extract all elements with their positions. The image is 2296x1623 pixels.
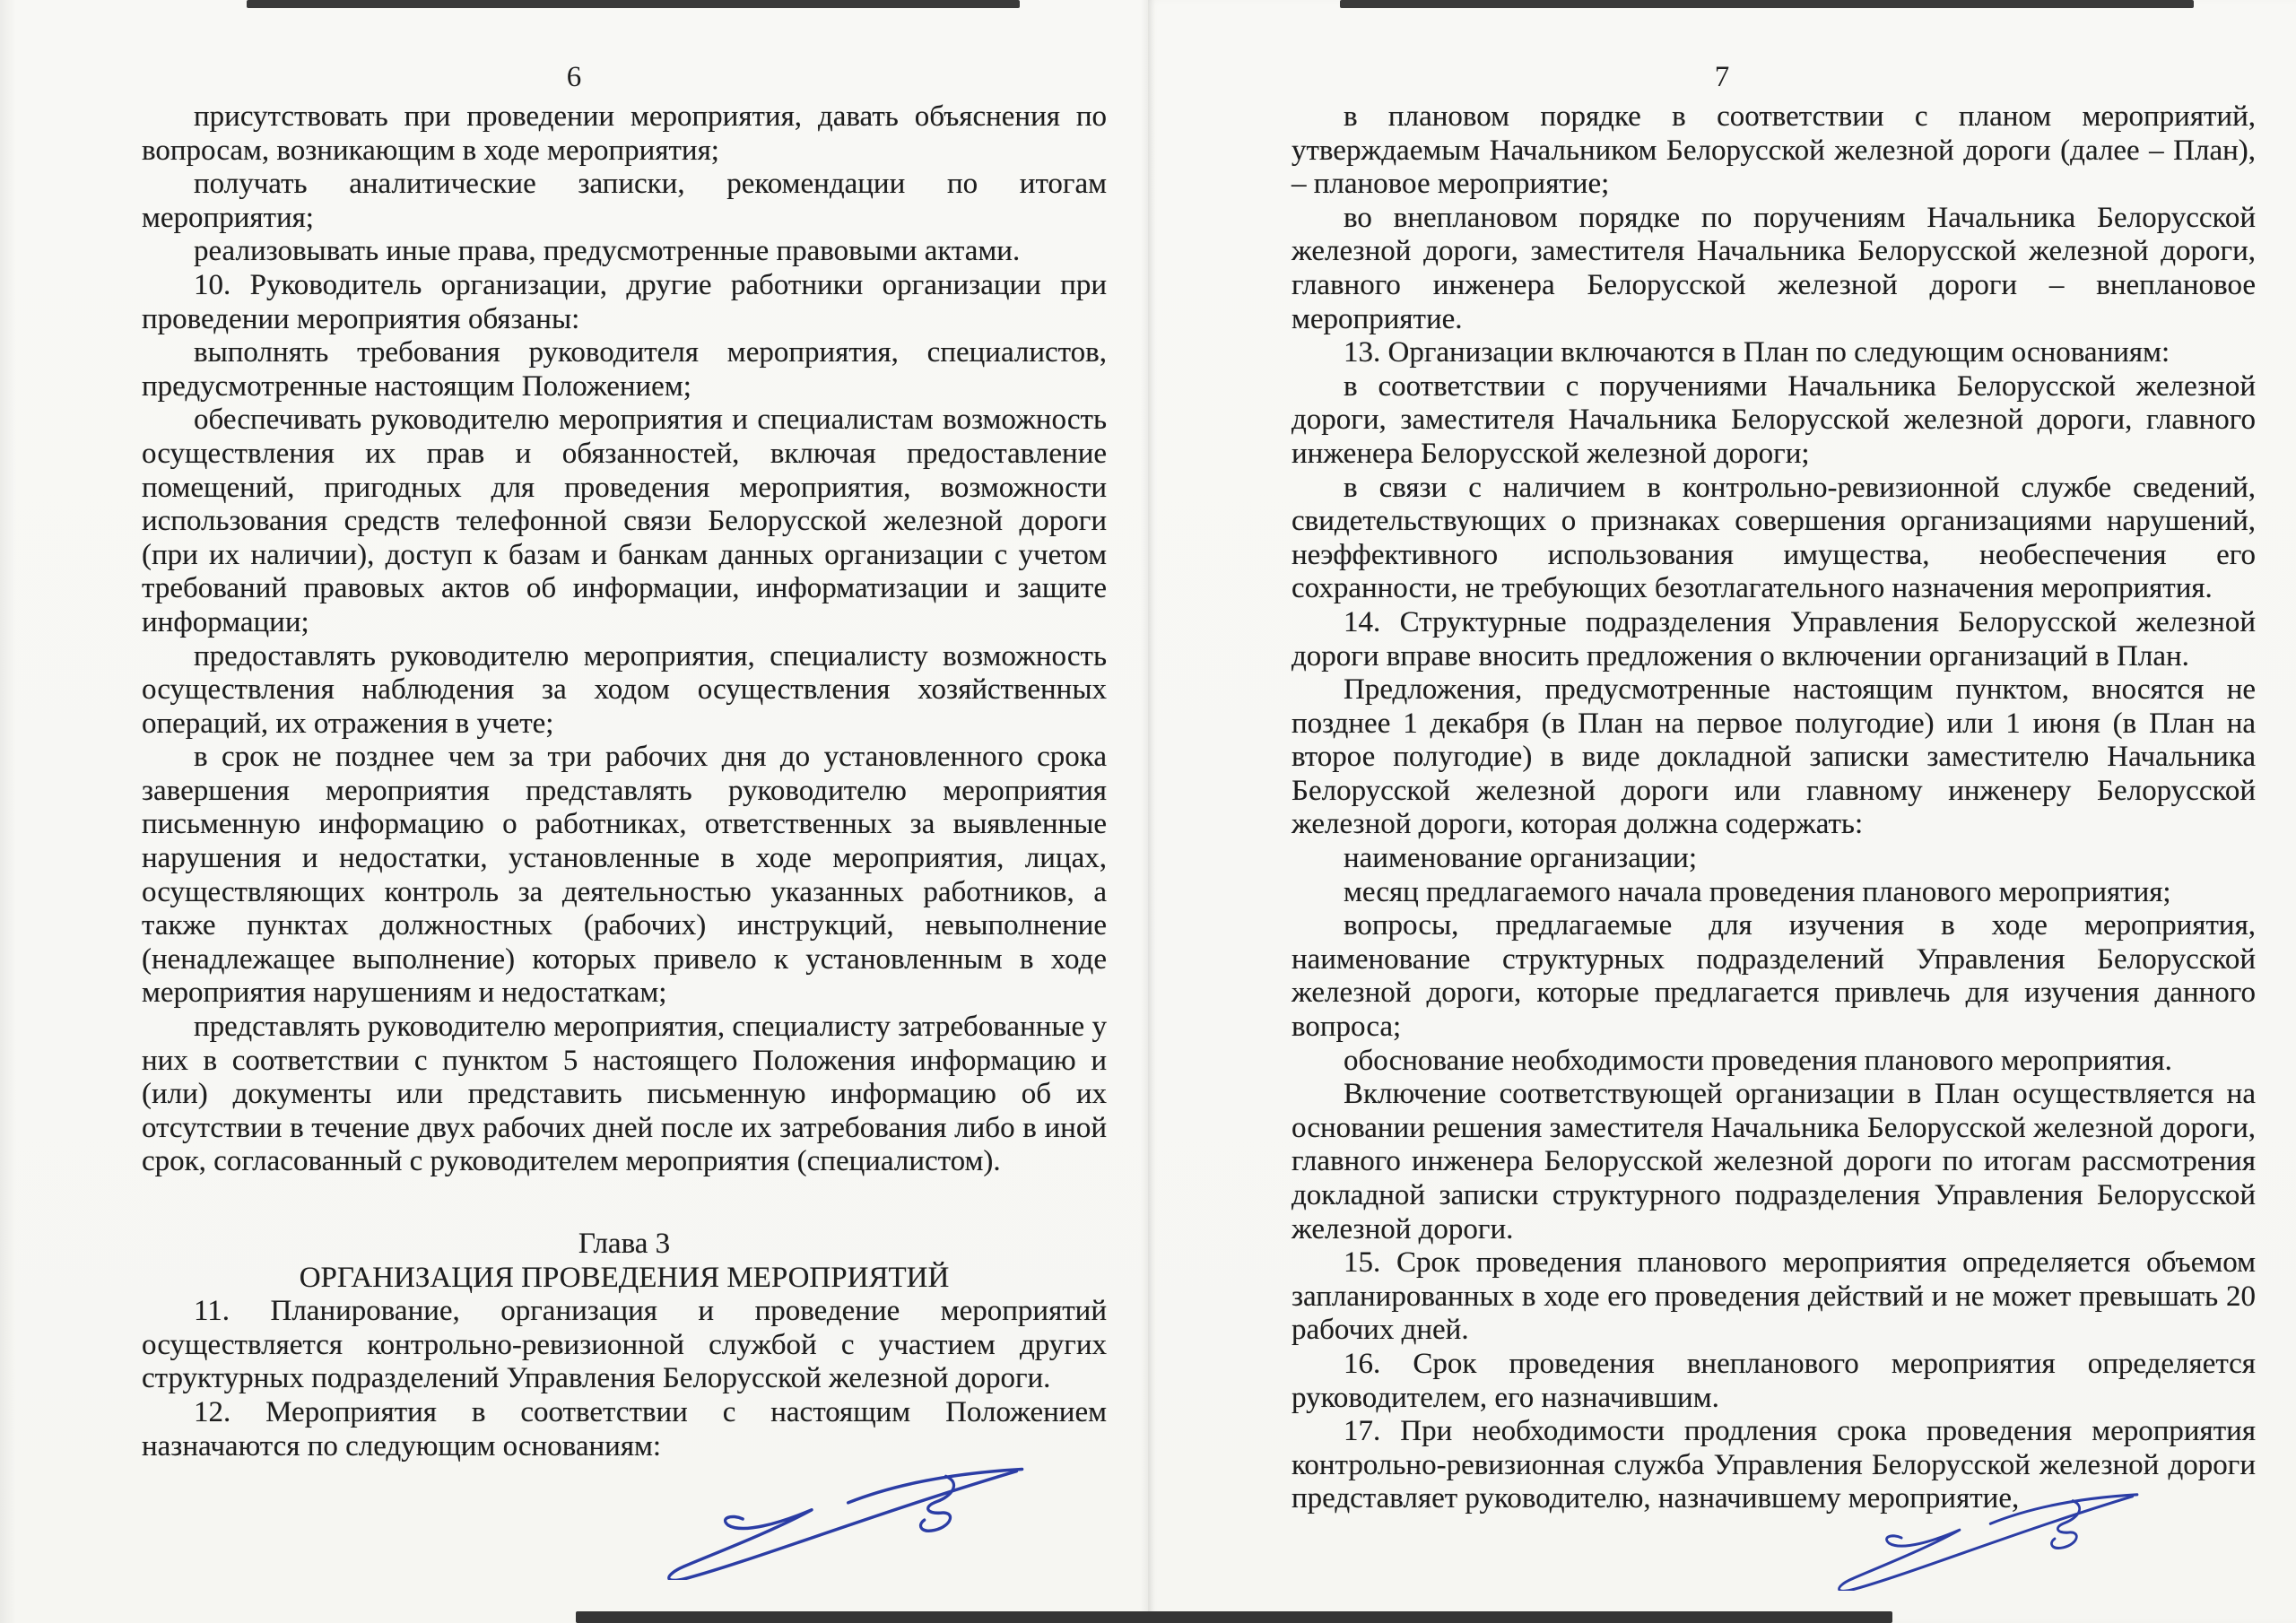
- paragraph: представлять руководителю мероприятия, специалисту затребованные у них в соответствии с пунктом 5 настоящего Положения информацию и (или) документы или представить письменную информацию об их отсутствии в течение двух рабочих дней после их затребования либо в иной срок, согласованный с руководителем мероприятия (специалистом).: [142, 1011, 1107, 1178]
- page-7: [1148, 0, 2296, 1623]
- page-7-text-block: [1292, 100, 2256, 1516]
- paragraph: выполнять требования руководителя мероприятия, специалистов, предусмотренные настоящим Положением;: [142, 336, 1107, 403]
- paragraph: месяц предлагаемого начала проведения планового мероприятия;: [1344, 875, 2171, 908]
- paragraph: 16. Срок проведения внепланового мероприятия определяется руководителем, его назначившим.: [1292, 1347, 2256, 1414]
- paragraph: в плановом порядке в соответствии с планом мероприятий, утверждаемым Начальником Белорусской железной дороги (далее – План), – плановое мероприятие;: [1292, 100, 2256, 201]
- chapter-heading: Глава 3: [578, 1228, 671, 1260]
- paragraph: получать аналитические записки, рекомендации по итогам мероприятия;: [142, 168, 1107, 234]
- page-number: 6: [566, 61, 582, 93]
- paragraph: наименование организации;: [1344, 842, 1698, 875]
- paragraph: в связи с наличием в контрольно-ревизионной службе сведений, свидетельствующих о признаках совершения организациями нарушений, неэффективного использования имущества, необеспечения его сохранности, не требующих безотлагательного назначения мероприятия.: [1292, 471, 2256, 605]
- paragraph: вопросы, предлагаемые для изучения в ходе мероприятия, наименование структурных подразделений Управления Белорусской железной дороги, которые предлагается привлечь для изучения данного вопроса;: [1292, 909, 2256, 1044]
- paragraph: обоснование необходимости проведения планового мероприятия.: [1344, 1044, 2172, 1077]
- page-6-text-block: [142, 100, 1107, 1463]
- paragraph: обеспечивать руководителю мероприятия и специалистам возможность осуществления их прав и обязанностей, включая предоставление помещений, пригодных для проведения мероприятия, возможности использования средств телефонной связи Белорусской железной дороги (при их наличии), доступ к базам и банкам данных организации с учетом требований правовых актов об информации, информатизации и защите информации;: [142, 404, 1107, 638]
- paragraph: Включение соответствующей организации в План осуществляется на основании решения заместителя Начальника Белорусской железной дороги, главного инженера Белорусской железной дороги по итогам рассмотрения докладной записки структурного подразделения Управления Белорусской железной дороги.: [1292, 1078, 2256, 1245]
- paragraph: предоставлять руководителю мероприятия, специалисту возможность осуществления наблюдения за ходом осуществления хозяйственных операций, их отражения в учете;: [142, 639, 1107, 740]
- paragraph: 11. Планирование, организация и проведение мероприятий осуществляется контрольно-ревизионной службой с участием других структурных подразделений Управления Белорусской железной дороги.: [142, 1295, 1107, 1395]
- paragraph: присутствовать при проведении мероприятия, давать объяснения по вопросам, возникающим в ходе мероприятия;: [142, 100, 1107, 167]
- scan-artifact-top-right: [1340, 0, 2194, 8]
- scan-artifact-bottom: [576, 1611, 1892, 1623]
- paragraph: 12. Мероприятия в соответствии с настоящим Положением назначаются по следующим основаниям:: [142, 1395, 1107, 1462]
- chapter-heading: ОРГАНИЗАЦИЯ ПРОВЕДЕНИЯ МЕРОПРИЯТИЙ: [299, 1261, 950, 1294]
- paragraph: в соответствии с поручениями Начальника Белорусской железной дороги, заместителя Начальника Белорусской железной дороги, главного инженера Белорусской железной дороги;: [1292, 369, 2256, 470]
- scan-artifact-top-left: [247, 0, 1020, 8]
- paragraph: 15. Срок проведения планового мероприятия определяется объемом запланированных в ходе его проведения действий и не может превышать 20 рабочих дней.: [1292, 1246, 2256, 1347]
- scan-left-edge: [0, 0, 16, 1623]
- paragraph: в срок не позднее чем за три рабочих дня до установленного срока завершения мероприятия представлять руководителю мероприятия письменную информацию о работниках, ответственных за выявленные нарушения и недостатки, установленные в ходе мероприятия, лицах, осуществляющих контроль за деятельностью указанных работников, а также пунктах должностных (рабочих) инструкций, невыполнение (ненадлежащее выполнение) которых привело к установленным в ходе мероприятия нарушениям и недостаткам;: [142, 741, 1107, 1010]
- paragraph: 10. Руководитель организации, другие работники организации при проведении мероприятия обязаны:: [142, 268, 1107, 335]
- paragraph: 14. Структурные подразделения Управления Белорусской железной дороги вправе вносить предложения о включении организаций в План.: [1292, 605, 2256, 673]
- page-number: 7: [1714, 61, 1730, 93]
- paragraph: 17. При необходимости продления срока проведения мероприятия контрольно-ревизионная служба Управления Белорусской железной дороги представляет руководителю, назначившему мероприятие,: [1292, 1415, 2256, 1515]
- paragraph: во внеплановом порядке по поручениям Начальника Белорусской железной дороги, заместителя Начальника Белорусской железной дороги, главного инженера Белорусской железной дороги – внеплановое мероприятие.: [1292, 201, 2256, 335]
- paragraph: 13. Организации включаются в План по следующим основаниям:: [1344, 336, 2170, 369]
- paragraph: Предложения, предусмотренные настоящим пунктом, вносятся не позднее 1 декабря (в План на первое полугодие) или 1 июня (в План на второе полугодие) в виде докладной записки заместителю Начальника Белорусской железной дороги или главному инженеру Белорусской железной дороги, которая должна содержать:: [1292, 673, 2256, 841]
- paragraph: реализовывать иные права, предусмотренные правовыми актами.: [194, 235, 1021, 268]
